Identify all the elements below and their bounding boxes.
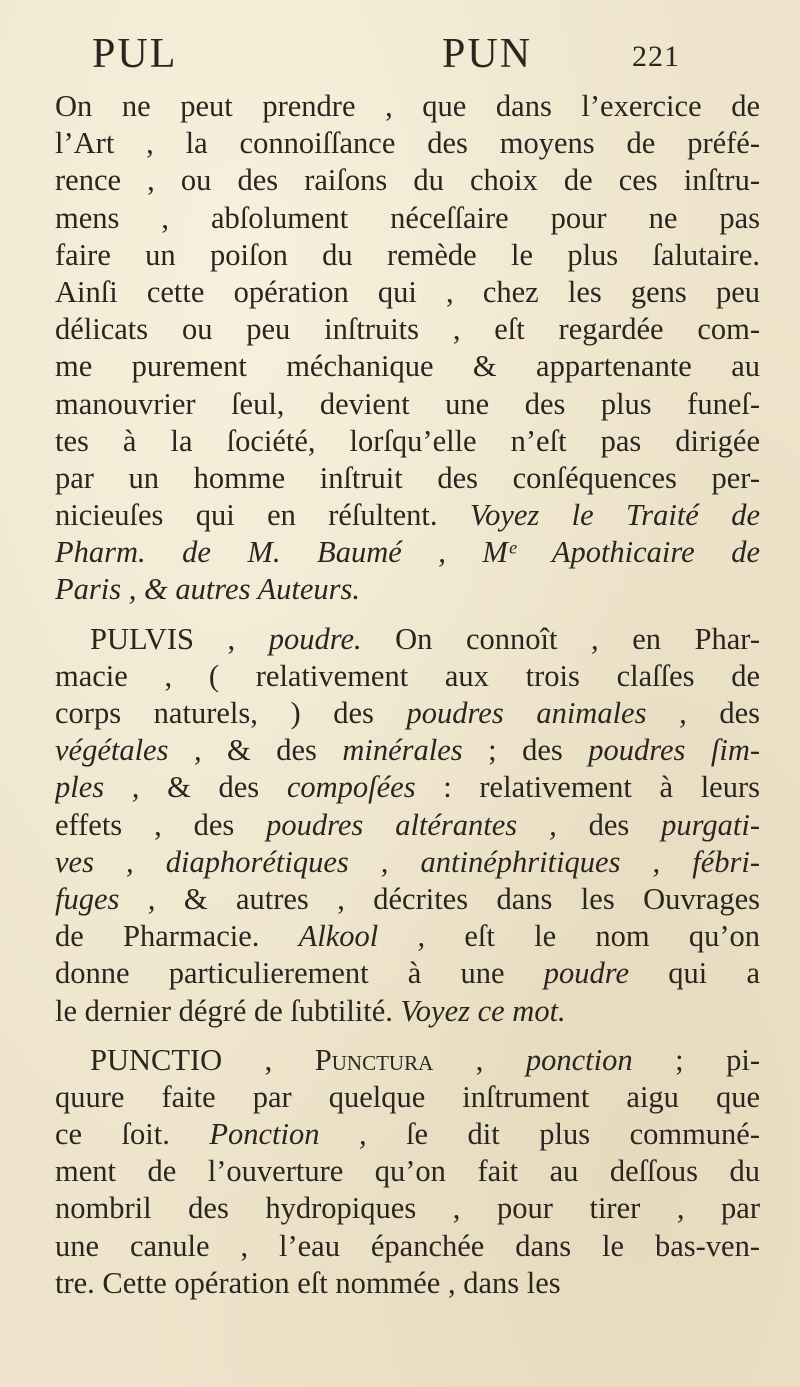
text-run: nicieuſes qui en réſultent.: [55, 498, 470, 533]
text-line: [55, 460, 760, 497]
text-line: [55, 658, 760, 695]
text-line: [55, 881, 760, 918]
italic-run: Paris , & autres Auteurs.: [55, 572, 361, 607]
italic-run: Voyez ce mot.: [400, 993, 566, 1028]
text-run: ; des: [462, 733, 589, 768]
text-run: nombril des hydropiques , pour tirer , par: [55, 1191, 760, 1226]
text-line: [55, 1190, 760, 1227]
paragraph-gap: [55, 1030, 760, 1042]
text-run: PUNCTIO ,: [90, 1042, 315, 1077]
text-run: ment de l’ouverture qu’on fait au deſſous du: [55, 1154, 760, 1189]
text-line: [55, 769, 760, 806]
text-line: [55, 571, 760, 608]
text-run: On connoît , en Phar-: [361, 621, 760, 656]
paragraph-gap: [55, 609, 760, 621]
text-line: [55, 621, 760, 658]
text-run: quure faite par quelque inſtrument aigu que: [55, 1079, 760, 1114]
text-run: donne particulierement à une: [55, 956, 544, 991]
text-run: effets , des: [55, 807, 267, 842]
text-run: Punctura: [314, 1042, 434, 1077]
text-line: [55, 844, 760, 881]
text-line: [55, 237, 760, 274]
text-run: ; pi-: [632, 1042, 760, 1077]
header-left-word: PUL: [92, 31, 178, 77]
text-line: [55, 732, 760, 769]
text-run: eſt le nom qu’on: [425, 919, 760, 954]
text-line: [55, 534, 760, 571]
text-line: [55, 423, 760, 460]
italic-run: minérales: [342, 733, 463, 768]
text-run: mens , abſolument néceſſaire pour ne pas: [55, 200, 760, 235]
italic-run: fuges ,: [55, 881, 156, 916]
text-run: manouvrier ſeul, devient une des plus funeſ-: [55, 386, 760, 421]
text-run: une canule , l’eau épanchée dans le bas-ven-: [55, 1228, 760, 1263]
text-run: ſe dit plus communé-: [366, 1117, 760, 1152]
italic-run: végétales ,: [55, 733, 202, 768]
italic-run: compoſées: [286, 770, 416, 805]
text-run: qui a: [629, 956, 760, 991]
text-run: & des: [139, 770, 287, 805]
italic-run: poudre.: [268, 621, 362, 656]
italic-run: ples ,: [55, 770, 140, 805]
text-run: & autres , décrites dans les Ouvrages: [155, 881, 760, 916]
text-run: : relativement à leurs: [415, 770, 760, 805]
text-run: PULVIS ,: [90, 621, 269, 656]
header-right-word: PUN: [442, 31, 533, 77]
text-run: ce ſoit.: [55, 1117, 210, 1152]
text-run: macie , ( relativement aux trois claſſes de: [55, 658, 760, 693]
text-line: [55, 311, 760, 348]
italic-run: Alkool ,: [298, 919, 426, 954]
italic-run: Ponction ,: [209, 1117, 367, 1152]
italic-run: Voyez le Traité de: [469, 498, 760, 533]
text-run: me purement méchanique & appartenante au: [55, 349, 760, 384]
page-number: 221: [632, 40, 680, 73]
text-line: [55, 274, 760, 311]
text-run: faire un poiſon du remède le plus ſalutaire.: [55, 237, 760, 272]
text-line: [55, 1079, 760, 1116]
text-line: [55, 162, 760, 199]
text-line: [55, 497, 760, 534]
text-run: des: [588, 807, 662, 842]
text-line: [55, 1153, 760, 1190]
text-run: ,: [433, 1042, 526, 1077]
text-run: par un homme inſtruit des conſéquences per-: [55, 460, 760, 495]
text-line: [55, 386, 760, 423]
text-line: [55, 695, 760, 732]
text-line: [55, 1265, 760, 1302]
text-line: [55, 348, 760, 385]
text-run: l’Art , la connoiſſance des moyens de préfé-: [55, 126, 760, 161]
italic-run: poudres animales ,: [406, 696, 687, 730]
text-run: délicats ou peu inſtruits , eſt regardée com-: [55, 312, 760, 347]
text-line: [55, 1228, 760, 1265]
text-line: [55, 88, 760, 125]
text-run: le dernier dégré de ſubtilité.: [55, 993, 401, 1028]
text-line: [55, 918, 760, 955]
text-line: [55, 200, 760, 237]
text-run: & des: [201, 733, 343, 768]
italic-run: poudres altérantes ,: [266, 807, 589, 842]
text-line: [55, 1116, 760, 1153]
text-run: des: [686, 696, 760, 730]
running-header: [92, 30, 740, 90]
text-line: [55, 125, 760, 162]
text-line: [55, 993, 760, 1030]
text-line: [55, 1042, 760, 1079]
body-text: [55, 88, 760, 1302]
text-run: rence , ou des raiſons du choix de ces inſtru-: [55, 163, 760, 198]
italic-run: ves , diaphorétiques , antinéphritiques , fébri-: [55, 844, 760, 879]
italic-run: poudres ſim-: [588, 733, 760, 768]
italic-run: purgati-: [661, 807, 760, 842]
text-run: Ainſi cette opération qui , chez les gens peu: [55, 274, 760, 309]
text-line: [55, 955, 760, 992]
text-line: [55, 807, 760, 844]
text-run: tes à la ſociété, lorſqu’elle n’eſt pas dirigée: [55, 423, 760, 458]
text-run: tre. Cette opération eſt nommée , dans les: [55, 1265, 561, 1300]
italic-run: ponction: [525, 1042, 633, 1077]
text-run: de Pharmacie.: [55, 919, 299, 954]
italic-run: Pharm. de M. Baumé , Mᵉ Apothicaire de: [55, 535, 760, 570]
text-run: corps naturels, ) des: [55, 696, 407, 730]
italic-run: poudre: [543, 956, 630, 991]
text-run: On ne peut prendre , que dans l’exercice de: [55, 89, 760, 123]
